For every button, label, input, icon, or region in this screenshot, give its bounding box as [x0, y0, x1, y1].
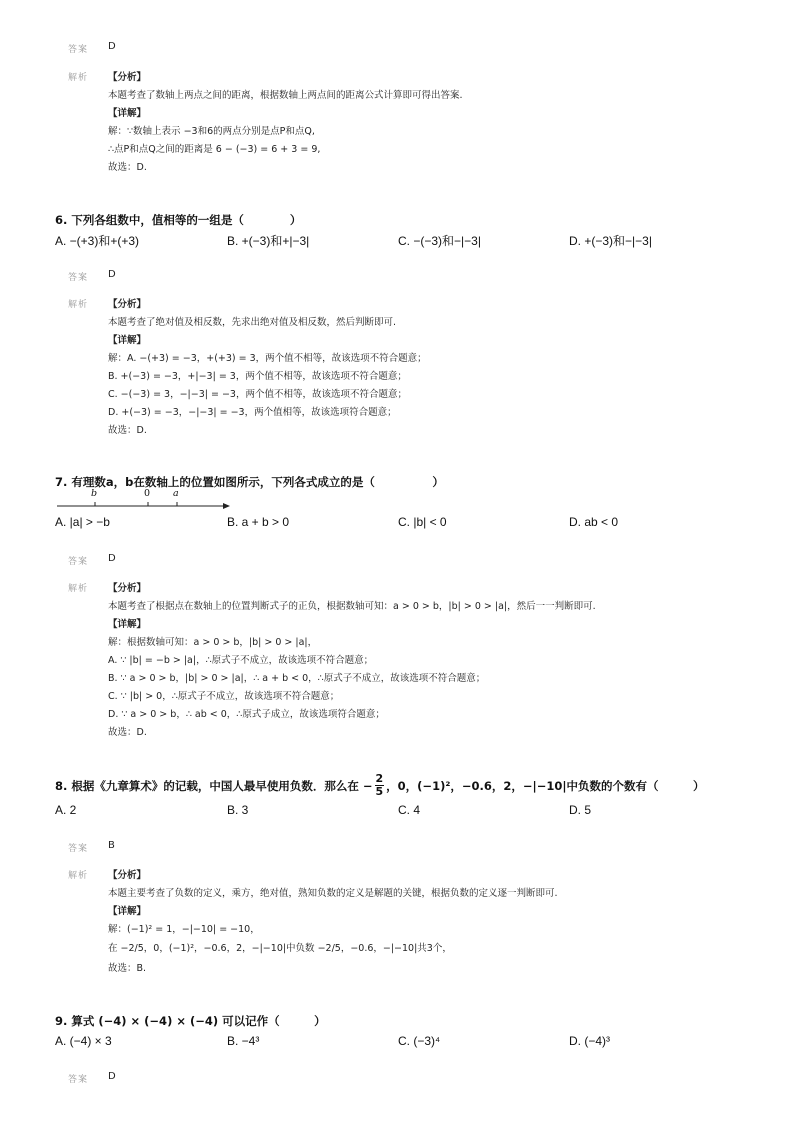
analysis-line: 【详解】 — [108, 335, 147, 346]
number-line-a-label: a — [173, 488, 179, 499]
fraction — [375, 773, 385, 798]
option-c: C. −(−3)和−|−3| — [398, 234, 481, 248]
answer-value: B — [108, 840, 115, 851]
analysis-line: 解：A. −(+3) = −3，+(+3) = 3，两个值不相等，故该选项不符合题意； — [108, 353, 427, 364]
number-line-b-label: b — [91, 488, 98, 499]
fraction-denominator: 5 — [375, 785, 384, 798]
question-stem: 7. 有理数a，b在数轴上的位置如图所示，下列各式成立的是（ ） — [55, 475, 444, 489]
option-d: D. (−4)³ — [569, 1034, 611, 1048]
analysis-line: 本题考查了根据点在数轴上的位置判断式子的正负，根据数轴可知：a > 0 > b，|b| > 0 > |a|，然后一一判断即可. — [108, 601, 596, 612]
analysis-line: 【详解】 — [108, 906, 147, 917]
option-d: D. 5 — [569, 803, 592, 817]
option-d: D. +(−3)和−|−3| — [569, 234, 652, 248]
analysis-line: C. ∵ |b| > 0，∴原式子不成立，故该选项不符合题意； — [108, 691, 340, 702]
answer-value: D — [108, 1071, 116, 1082]
analysis-line: 【分析】 — [108, 299, 147, 310]
analysis-line: 在 −2/5，0，(−1)²，−0.6，2，−|−10|中负数 −2/5，−0.6，−|−10|共3个， — [108, 943, 452, 954]
analysis-line: 解：(−1)² = 1，−|−10| = −10， — [108, 924, 260, 935]
answer-label: 答案 — [68, 557, 89, 567]
option-b: B. 3 — [227, 803, 249, 817]
analysis-label: 解析 — [68, 584, 89, 594]
analysis-line: 解：∵数轴上表示 −3和6的两点分别是点P和点Q, — [108, 126, 315, 137]
analysis-line: D. +(−3) = −3，−|−3| = −3，两个值相等，故该选项符合题意； — [108, 407, 397, 418]
analysis-line: 故选：D. — [108, 727, 147, 738]
analysis-line: 本题考查了绝对值及相反数，先求出绝对值及相反数，然后判断即可. — [108, 317, 397, 328]
analysis-line: 【详解】 — [108, 108, 147, 119]
analysis-line: 【分析】 — [108, 583, 147, 594]
analysis-label: 解析 — [68, 73, 89, 83]
analysis-line: 【分析】 — [108, 72, 147, 83]
analysis-line: B. +(−3) = −3，+|−3| = 3，两个值不相等，故该选项不符合题意； — [108, 371, 407, 382]
answer-label: 答案 — [68, 1075, 89, 1085]
analysis-line: ∴点P和点Q之间的距离是 6 − (−3) = 6 + 3 = 9, — [108, 144, 321, 155]
question-stem: 6. 下列各组数中，值相等的一组是（ ） — [55, 213, 302, 227]
analysis-line: 本题主要考查了负数的定义，乘方，绝对值，熟知负数的定义是解题的关键，根据负数的定义逐一判断即可. — [108, 888, 558, 899]
number-line-graphic — [55, 492, 230, 512]
option-a: A. (−4) × 3 — [55, 1034, 112, 1048]
analysis-line: 故选：D. — [108, 162, 147, 173]
answer-value: D — [108, 269, 116, 280]
answer-label: 答案 — [68, 273, 89, 283]
number-line-zero-label: 0 — [144, 488, 151, 499]
option-a: A. −(+3)和+(+3) — [55, 234, 140, 248]
analysis-line: 解：根据数轴可知：a > 0 > b，|b| > 0 > |a|， — [108, 637, 318, 648]
option-d: D. ab < 0 — [569, 515, 619, 529]
option-a: A. 2 — [55, 803, 77, 817]
analysis-label: 解析 — [68, 871, 89, 881]
analysis-line: C. −(−3) = 3，−|−3| = −3，两个值不相等，故该选项不符合题意； — [108, 389, 407, 400]
option-b: B. −4³ — [227, 1034, 260, 1048]
analysis-line: 【详解】 — [108, 619, 147, 630]
question-stem-prefix: 8. 根据《九章算术》的记载，中国人最早使用负数．那么在 − — [55, 778, 373, 793]
analysis-line: D. ∵ a > 0 > b，∴ ab < 0，∴原式子成立，故该选项符合题意； — [108, 709, 385, 720]
answer-label: 答案 — [68, 45, 89, 55]
analysis-line: 【分析】 — [108, 870, 147, 881]
option-a: A. |a| > −b — [55, 515, 110, 529]
option-b: B. +(−3)和+|−3| — [227, 234, 310, 248]
question-stem — [55, 773, 705, 798]
question-stem: 9. 算式 (−4) × (−4) × (−4) 可以记作（ ） — [55, 1014, 326, 1028]
answer-label: 答案 — [68, 844, 89, 854]
option-c: C. (−3)⁴ — [398, 1034, 441, 1048]
analysis-line: B. ∵ a > 0 > b，|b| > 0 > |a|，∴ a + b < 0，∴原式子不成立，故该选项不符合题意； — [108, 673, 486, 684]
analysis-line: 故选：D. — [108, 425, 147, 436]
answer-value: D — [108, 553, 116, 564]
fraction-numerator: 2 — [375, 772, 384, 785]
option-c: C. 4 — [398, 803, 421, 817]
number-line — [55, 488, 230, 512]
analysis-line: 本题考查了数轴上两点之间的距离，根据数轴上两点间的距离公式计算即可得出答案. — [108, 90, 463, 101]
analysis-label: 解析 — [68, 300, 89, 310]
analysis-line: 故选：B. — [108, 963, 147, 974]
answer-value: D — [108, 41, 116, 52]
option-c: C. |b| < 0 — [398, 515, 447, 529]
analysis-line: A. ∵ |b| = −b > |a|，∴原式子不成立，故该选项不符合题意； — [108, 655, 374, 666]
option-b: B. a + b > 0 — [227, 515, 290, 529]
question-stem-suffix: ，0，(−1)²，−0.6，2，−|−10|中负数的个数有（ ） — [386, 778, 705, 793]
